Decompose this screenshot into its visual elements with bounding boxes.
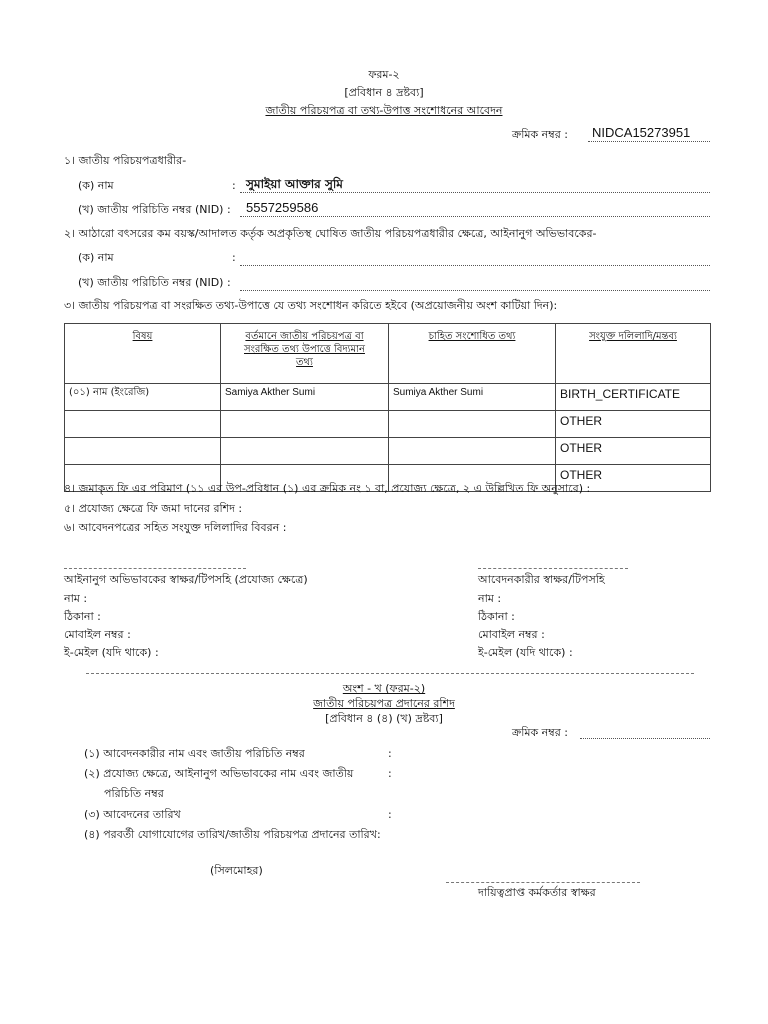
table-row [65, 438, 711, 465]
table-row [65, 384, 711, 411]
cell-current [221, 438, 389, 465]
receipt-item-next-date: (৪) পরবর্তী যোগাযোগের তারিখ/জাতীয় পরিচয়পত্র প্রদানের তারিখ: [84, 828, 381, 841]
table-header-row [65, 324, 711, 384]
applicant-signature-line [478, 568, 628, 569]
cell-document: OTHER [556, 438, 711, 465]
section3-heading: ৩। জাতীয় পরিচয়পত্র বা সংরক্ষিত তথ্য-উপাত্তে যে তথ্য সংশোধন করিতে হইবে (অপ্রয়োজনীয় অংশ কাটিয়া দিন): [64, 299, 558, 312]
receipt-title: জাতীয় পরিচয়পত্র প্রদানের রশিদ [313, 697, 455, 710]
guardian-signature-line [64, 568, 246, 569]
form-number: ফরম-২ [368, 68, 400, 81]
holder-name-value: সুমাইয়া আক্তার সুমি [246, 177, 343, 191]
cell-subject: (০১) নাম (ইংরেজি) [65, 384, 221, 411]
header-requested-info: চাহিত সংশোধিত তথ্য [389, 324, 556, 384]
rule-reference: [প্রবিধান ৪ দ্রষ্টব্য] [344, 86, 424, 99]
fee-amount-item: ৪। জমাকৃত ফি এর পরিমাণ (১১ এর উপ-প্রবিধান (১) এর ক্রমিক নং ১ বা, প্রযোজ্য ক্ষেত্রে, ২ এ উল্লিখিত ফি অনুসারে) : [64, 482, 591, 495]
cell-current [221, 411, 389, 438]
applicant-name-field: নাম : [478, 592, 502, 605]
attached-documents-item: ৬। আবেদনপত্রের সহিত সংযুক্ত দলিলাদির বিবরন : [64, 521, 287, 534]
cell-requested [389, 438, 556, 465]
holder-name-colon: : [232, 179, 236, 192]
guardian-name-field: নাম : [64, 592, 88, 605]
seal-label: (সিলমোহর) [210, 864, 263, 877]
guardian-email-field: ই-মেইল (যদি থাকে) : [64, 646, 159, 659]
cell-current: Samiya Akther Sumi [221, 384, 389, 411]
receipt-rule-reference: [প্রবিধান ৪ (৪) (খ) দ্রষ্টব্য] [325, 712, 443, 725]
guardian-address-field: ঠিকানা : [64, 610, 101, 623]
applicant-address-field: ঠিকানা : [478, 610, 515, 623]
serial-value: NIDCA15273951 [592, 125, 691, 140]
fee-receipt-item: ৫। প্রযোজ্য ক্ষেত্রে ফি জমা দানের রশিদ : [64, 502, 243, 515]
guardian-name-label: (ক) নাম [78, 251, 114, 264]
receipt-item-date: (৩) আবেদনের তারিখ [84, 808, 181, 821]
cell-subject [65, 411, 221, 438]
guardian-nid-line [240, 290, 710, 291]
receipt-item-guardian: (২) প্রযোজ্য ক্ষেত্রে, আইনানুগ অভিভাবকের নাম এবং জাতীয় [84, 767, 354, 780]
cell-requested [389, 411, 556, 438]
correction-table [64, 323, 711, 492]
receipt-item-applicant: (১) আবেদনকারীর নাম এবং জাতীয় পরিচিতি নম্বর [84, 747, 305, 760]
table-row [65, 411, 711, 438]
guardian-nid-label: (খ) জাতীয় পরিচিতি নম্বর (NID) : [78, 276, 231, 289]
cell-document: BIRTH_CERTIFICATE [556, 384, 711, 411]
receipt-item-guardian-colon: : [388, 767, 392, 780]
receipt-part-label: অংশ - খ (ফরম-২) [342, 682, 426, 695]
cell-subject [65, 438, 221, 465]
receipt-item-date-colon: : [388, 808, 392, 821]
receipt-item-guardian-cont: পরিচিতি নম্বর [104, 787, 164, 800]
holder-nid-line [240, 216, 710, 217]
officer-signature-line [446, 882, 640, 883]
guardian-name-line [240, 265, 710, 266]
receipt-serial-line [580, 738, 710, 739]
holder-nid-value: 5557259586 [246, 200, 319, 215]
cell-document: OTHER [556, 411, 711, 438]
applicant-email-field: ই-মেইল (যদি থাকে) : [478, 646, 573, 659]
receipt-serial-label: ক্রমিক নম্বর : [512, 726, 568, 739]
holder-name-label: (ক) নাম [78, 179, 114, 192]
header-subject: বিষয় [65, 324, 221, 384]
section2-heading: ২। আঠারো বৎসরের কম বয়স্ক/আদালত কর্তৃক অপ্রকৃতিস্থ ঘোষিত জাতীয় পরিচয়পত্রধারীর ক্ষেত্রে, আইনানুগ অভিভাবকের- [64, 227, 597, 240]
serial-underline [588, 141, 710, 142]
holder-name-line [240, 192, 710, 193]
guardian-mobile-field: মোবাইল নম্বর : [64, 628, 131, 641]
section1-heading: ১। জাতীয় পরিচয়পত্রধারীর- [64, 154, 187, 167]
officer-signature-label: দায়িত্বপ্রাপ্ত কর্মকর্তার স্বাক্ষর [478, 886, 596, 899]
cell-document: OTHER [556, 465, 711, 492]
page-title: জাতীয় পরিচয়পত্র বা তথ্য-উপাত্ত সংশোধনের আবেদন [265, 104, 503, 117]
cell-requested: Sumiya Akther Sumi [389, 384, 556, 411]
guardian-name-colon: : [232, 251, 236, 264]
applicant-mobile-field: মোবাইল নম্বর : [478, 628, 545, 641]
header-documents: সংযুক্ত দলিলাদি/মন্তব্য [556, 324, 711, 384]
guardian-signature-title: আইনানুগ অভিভাবকের স্বাক্ষর/টিপসহি (প্রযোজ্য ক্ষেত্রে) [64, 573, 308, 586]
tear-off-divider [86, 673, 694, 674]
header-current-info: বর্তমানে জাতীয় পরিচয়পত্র বা সংরক্ষিত তথ্য উপাত্তে বিদ্যমান তথ্য [221, 324, 389, 384]
applicant-signature-title: আবেদনকারীর স্বাক্ষর/টিপসহি [478, 573, 605, 586]
holder-nid-label: (খ) জাতীয় পরিচিতি নম্বর (NID) : [78, 203, 231, 216]
serial-label: ক্রমিক নম্বর : [512, 128, 568, 141]
receipt-item-applicant-colon: : [388, 747, 392, 760]
